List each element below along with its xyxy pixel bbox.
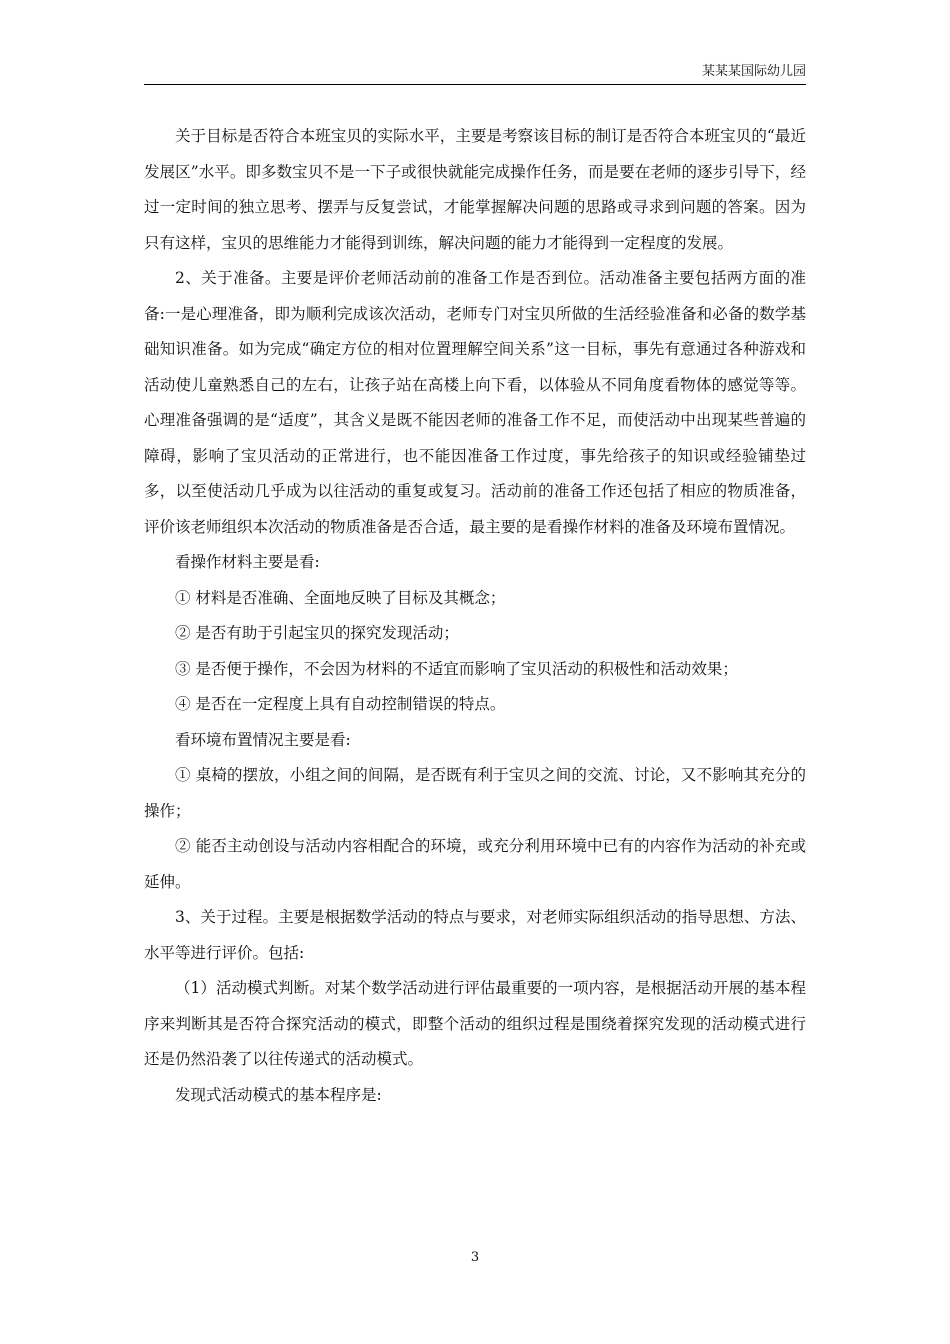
page-header: [144, 58, 806, 85]
header-title: 某某某国际幼儿园: [701, 64, 806, 79]
paragraph-environment-heading: 看环境布置情况主要是看:: [175, 730, 351, 749]
paragraph-preparation: 2、关于准备。主要是评价老师活动前的准备工作是否到位。活动准备主要包括两方面的准备:一是心理准备，即为顺利完成该次活动，老师专门对宝贝所做的生活经验准备和必备的数学基础知识准备。如为完成“确定方位的相对位置理解空间关系”这一目标，事先有意通过各种游戏和活动使儿童熟悉自己的左右，让孩子站在高楼上向下看，以体验从不同角度看物体的感觉等等。心理准备强调的是“适度”，其含义是既不能因老师的准备工作不足，而使活动中出现某些普遍的障碍，影响了宝贝活动的正常进行，也不能因准备工作过度，事先给孩子的知识或经验铺垫过多，以至使活动几乎成为以往活动的重复或复习。活动前的准备工作还包括了相应的物质准备，评价该老师组织本次活动的物质准备是否合适，最主要的是看操作材料的准备及环境布置情况。: [144, 269, 806, 536]
list-item-materials-3: ③ 是否便于操作，不会因为材料的不适宜而影响了宝贝活动的积极性和活动效果；: [175, 659, 738, 678]
list-item-environment-2: ② 能否主动创设与活动内容相配合的环境，或充分利用环境中已有的内容作为活动的补充或延伸。: [144, 837, 806, 891]
page-number: 3: [470, 1250, 480, 1265]
paragraph-activity-mode: （1）活动模式判断。对某个数学活动进行评估最重要的一项内容，是根据活动开展的基本程序来判断其是否符合探究活动的模式，即整个活动的组织过程是围绕着探究发现的活动模式进行还是仍然沿袭了以往传递式的活动模式。: [144, 979, 806, 1068]
list-item-materials-2: ② 是否有助于引起宝贝的探究发现活动；: [175, 624, 459, 642]
list-item-materials-4: ④ 是否在一定程度上具有自动控制错误的特点。: [175, 695, 506, 713]
page-footer: [0, 1250, 950, 1266]
paragraph-discovery-procedure: 发现式活动模式的基本程序是:: [175, 1085, 382, 1104]
list-item-environment-1: ① 桌椅的摆放，小组之间的间隔，是否既有利于宝贝之间的交流、讨论，又不影响其充分的操作；: [144, 766, 806, 820]
document-body: [144, 119, 806, 1113]
paragraph-goal-level: 关于目标是否符合本班宝贝的实际水平，主要是考察该目标的制订是否符合本班宝贝的“最近发展区”水平。即多数宝贝不是一下子或很快就能完成操作任务，而是要在老师的逐步引导下，经过一定时间的独立思考、摆弄与反复尝试，才能掌握解决问题的思路或寻求到问题的答案。因为只有这样，宝贝的思维能力才能得到训练，解决问题的能力才能得到一定程度的发展。: [144, 127, 806, 252]
paragraph-materials-heading: 看操作材料主要是看:: [175, 553, 320, 571]
paragraph-process: 3、关于过程。主要是根据数学活动的特点与要求，对老师实际组织活动的指导思想、方法、水平等进行评价。包括:: [144, 908, 806, 962]
list-item-materials-1: ① 材料是否准确、全面地反映了目标及其概念；: [175, 588, 506, 607]
